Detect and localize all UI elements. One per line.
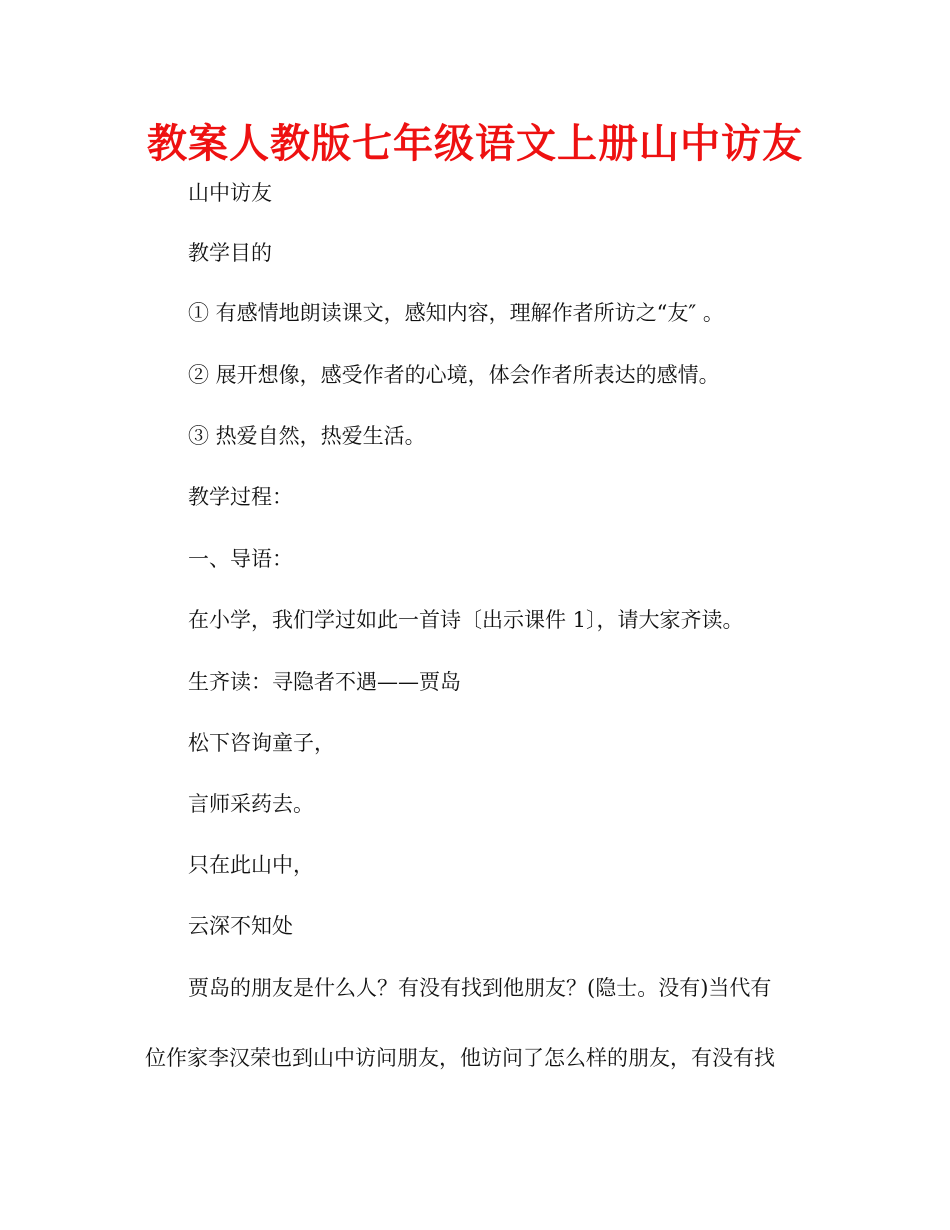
objective-item-2: ② 展开想像，感受作者的心境，体会作者所表达的感情。: [188, 363, 720, 387]
poem-line-4: 云深不知处: [188, 914, 293, 938]
poem-line-2: 言师采药去。: [188, 792, 314, 816]
poem-line-1: 松下咨询童子，: [188, 731, 335, 755]
section-heading-process: 教学过程：: [188, 485, 293, 509]
poem-line-3: 只在此山中，: [188, 853, 314, 877]
closing-paragraph-line-2: 位作家李汉荣也到山中访问朋友，他访问了怎么样的朋友，有没有找: [145, 1046, 775, 1070]
objective-item-3: ③ 热爱自然，热爱生活。: [188, 424, 426, 448]
subsection-heading-intro: 一、导语：: [188, 547, 293, 571]
document-title: 教案人教版七年级语文上册山中访友: [147, 121, 803, 167]
closing-paragraph-line-1: 贾岛的朋友是什么人？有没有找到他朋友？(隐士。没有)当代有: [188, 976, 772, 1000]
lesson-name: 山中访友: [188, 181, 272, 205]
poem-heading: 生齐读：寻隐者不遇——贾岛: [188, 670, 461, 694]
objective-item-1: ① 有感情地朗读课文，感知内容，理解作者所访之“友″ 。: [188, 301, 724, 325]
paragraph-intro: 在小学，我们学过如此一首诗〔出示课件 1〕，请大家齐读。: [188, 608, 744, 632]
section-heading-objectives: 教学目的: [188, 241, 272, 265]
